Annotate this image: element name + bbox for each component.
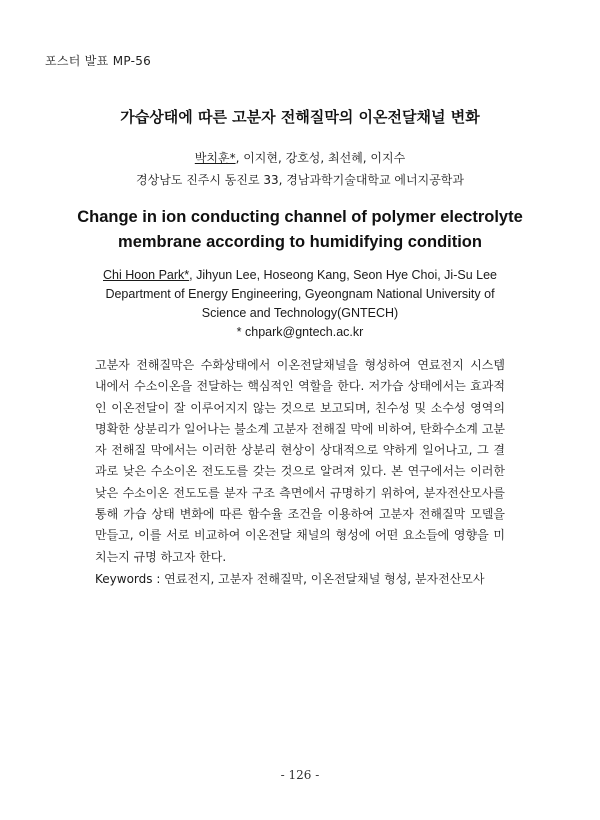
session-label: 포스터 발표 MP-56	[45, 54, 152, 68]
abstract-line: 고분자 전해질막은 수화상태에서 이온전달채널을 형성하여 연료전지 시스템	[95, 358, 505, 372]
english-title-line-2: membrane according to humidifying condition	[118, 233, 482, 251]
english-email: * chpark@gntech.ac.kr	[236, 325, 364, 339]
english-authors	[100, 266, 500, 285]
english-affiliation-line-2: Science and Technology(GNTECH)	[201, 306, 399, 320]
abstract-line: 낮은 수소이온 전도도를 분자 구조 측면에서 규명하기 위하여, 분자전산모사를	[95, 485, 505, 500]
abstract-line: 통해 가습 상태 변화에 따른 함수율 조건을 이용하여 고분자 전해질막 모델을	[95, 507, 505, 522]
korean-authors	[0, 149, 600, 166]
abstract-line: 명확한 상분리가 일어나는 불소계 고분자 전해질 막에 비하여, 탄화수소계 고분	[95, 421, 505, 436]
english-affiliation-line-1: Department of Energy Engineering, Gyeongnam National University of	[105, 287, 495, 301]
abstract-line: 인 이온전달이 잘 이루어지지 않는 것으로 보고되며, 친수성 및 소수성 영역의	[95, 400, 505, 415]
korean-first-author: 박치훈*	[194, 151, 236, 165]
abstract-body	[95, 355, 505, 568]
keywords: Keywords : 연료전지, 고분자 전해질막, 이온전달채널 형성, 분자전산모사	[95, 572, 485, 586]
korean-affiliation: 경상남도 진주시 동진로 33, 경남과학기술대학교 에너지공학과	[136, 173, 464, 187]
korean-title: 가습상태에 따른 고분자 전해질막의 이온전달채널 변화	[120, 108, 480, 126]
abstract-line: 내에서 수소이온을 전달하는 핵심적인 역할을 한다. 저가습 상태에서는 효과적	[95, 379, 505, 394]
korean-coauthors: , 이지현, 강호성, 최선혜, 이지수	[235, 151, 406, 165]
abstract-line: 자 전해질 막에서는 이러한 상분리 현상이 상대적으로 약하게 일어나고, 그 결	[95, 443, 505, 458]
english-author-block	[100, 266, 500, 342]
page-number: - 126 -	[280, 768, 320, 782]
abstract-line: 치는지 규명 하고자 한다.	[95, 549, 227, 564]
english-title	[60, 205, 540, 255]
abstract-line: 만들고, 이를 서로 비교하여 이온전달 채널의 형성에 어떤 요소들에 영향을 미	[95, 528, 505, 543]
english-first-author: Chi Hoon Park*	[103, 268, 190, 282]
abstract-line: 과로 낮은 수소이온 전도도를 갖는 것으로 알려져 있다. 본 연구에서는 이러한	[95, 464, 505, 479]
english-coauthors: , Jihyun Lee, Hoseong Kang, Seon Hye Choi, Ji-Su Lee	[189, 268, 497, 282]
english-title-line-1: Change in ion conducting channel of polymer electrolyte	[77, 208, 523, 226]
